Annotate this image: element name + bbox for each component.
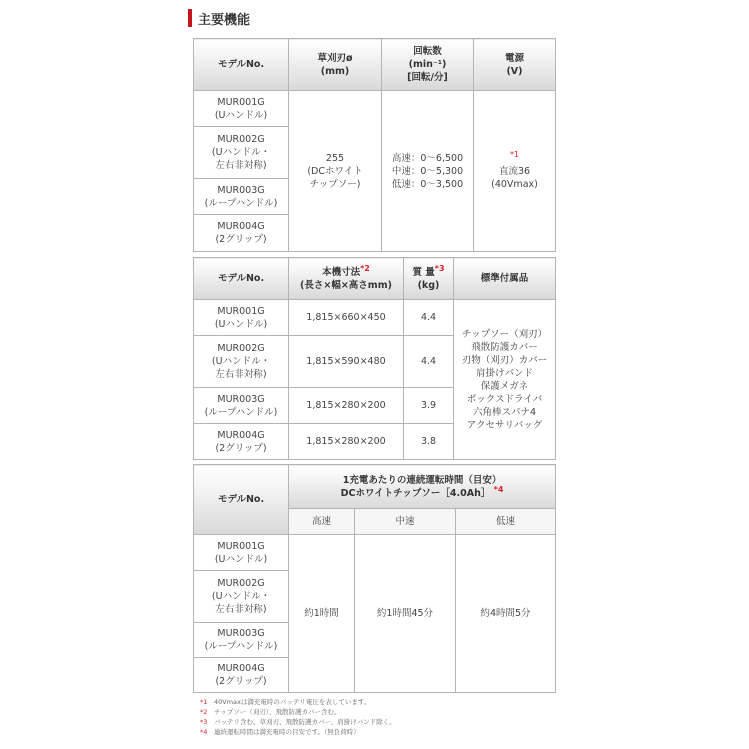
t1-header-power: 電源 (V) xyxy=(474,39,556,91)
t1-header-blade: 草刈刃ø (mm) xyxy=(289,39,382,91)
t1-power-cell: $^{*1}$ 直流36 (40Vmax) xyxy=(474,91,556,252)
footnote-2: *2 チップソー（刈刃）、飛散防護カバー含む。 xyxy=(200,708,341,716)
t3-mid-cell: 約1時間45分 xyxy=(355,535,456,693)
t2-header-model: モデルNo. xyxy=(194,258,289,300)
t2-accessories-cell: チップソー（刈刃） 飛散防護カバー 刃物（刈刃）カバー 肩掛けバンド 保護メガネ ボックスドライバ 六角棒スパナ4 アクセサリバッグ xyxy=(454,300,556,460)
t2-model-2: MUR002G (Uハンドル・ 左右非対称) xyxy=(194,336,289,388)
t3-header-mid: 中速 xyxy=(355,509,456,535)
t2-dim-2: 1,815×590×480 xyxy=(289,336,404,388)
t1-model-1: MUR001G (Uハンドル) xyxy=(194,91,289,127)
t3-model-2: MUR002G (Uハンドル・ 左右非対称) xyxy=(194,571,289,623)
runtime-table xyxy=(193,464,556,693)
t2-model-3: MUR003G (ループハンドル) xyxy=(194,388,289,424)
t1-model-2: MUR002G (Uハンドル・ 左右非対称) xyxy=(194,127,289,179)
t2-header-dimensions: 本機寸法$^{*2}$ (長さ×幅×高さmm) xyxy=(289,258,404,300)
t3-header-high: 高速 xyxy=(289,509,355,535)
t3-model-4: MUR004G (2グリップ) xyxy=(194,658,289,693)
t1-header-rpm: 回転数 (min⁻¹) [回転/分] xyxy=(382,39,474,91)
t3-header-runtime: 1充電あたりの連続運転時間（目安） DCホワイトチップソー［4.0Ah］ $^{*4}$ xyxy=(289,465,556,509)
spec-table-1 xyxy=(193,38,556,252)
t1-model-3: MUR003G (ループハンドル) xyxy=(194,179,289,215)
t2-dim-4: 1,815×280×200 xyxy=(289,424,404,460)
footnote-3: *3 バッテリ含む。草刈刃、飛散防護カバー、肩掛けバンド除く。 xyxy=(200,718,396,726)
spec-table-2 xyxy=(193,257,556,460)
footnotes xyxy=(200,697,396,737)
t2-header-mass: 質 量$^{*3}$ (kg) xyxy=(404,258,454,300)
t3-high-cell: 約1時間 xyxy=(289,535,355,693)
footnote-4: *4 連続運転時間は満充電時の目安です。（無負荷時） xyxy=(200,728,360,736)
t2-dim-3: 1,815×280×200 xyxy=(289,388,404,424)
section-title xyxy=(188,8,250,28)
title-accent-bar xyxy=(188,9,192,27)
t2-model-1: MUR001G (Uハンドル) xyxy=(194,300,289,336)
footnote-1: *1 40Vmaxは満充電時のバッテリ電圧を表しています。 xyxy=(200,698,371,706)
t1-blade-cell: 255 (DCホワイト チップソー) xyxy=(289,91,382,252)
t3-model-1: MUR001G (Uハンドル) xyxy=(194,535,289,571)
t2-model-4: MUR004G (2グリップ) xyxy=(194,424,289,460)
t2-mass-3: 3.9 xyxy=(404,388,454,424)
t2-header-accessories: 標準付属品 xyxy=(454,258,556,300)
t1-header-model: モデルNo. xyxy=(194,39,289,91)
t1-rpm-cell: 高速：0～6,500 中速：0～5,300 低速：0～3,500 xyxy=(382,91,474,252)
t3-low-cell: 約4時間5分 xyxy=(456,535,556,693)
t2-mass-4: 3.8 xyxy=(404,424,454,460)
section-title-text: 主要機能 xyxy=(198,12,251,28)
t2-mass-2: 4.4 xyxy=(404,336,454,388)
t3-header-model: モデルNo. xyxy=(194,465,289,535)
t2-dim-1: 1,815×660×450 xyxy=(289,300,404,336)
t1-model-4: MUR004G (2グリップ) xyxy=(194,215,289,252)
t3-model-3: MUR003G (ループハンドル) xyxy=(194,623,289,658)
t2-mass-1: 4.4 xyxy=(404,300,454,336)
t3-header-low: 低速 xyxy=(456,509,556,535)
